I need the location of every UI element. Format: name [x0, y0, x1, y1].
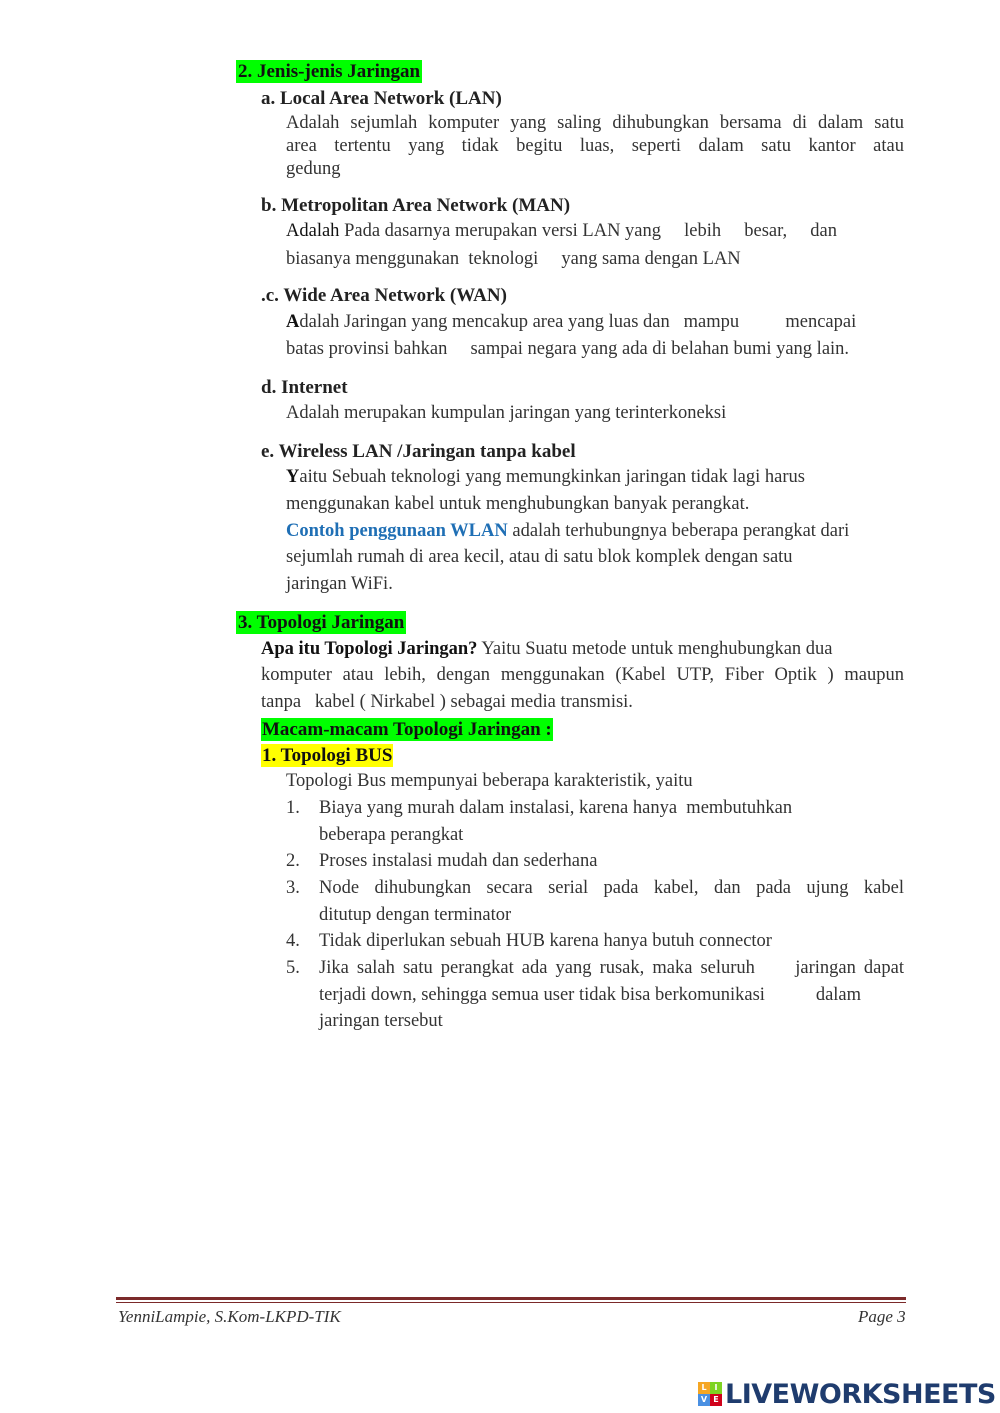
bus-point-1-num: 1. — [286, 798, 300, 818]
section-3-intro-line2: komputer atau lebih, dengan menggunakan (Kabel UTP, Fiber Optik ) maupun — [261, 665, 904, 685]
bus-point-4-line1: Tidak diperlukan sebuah HUB karena hanya butuh connector — [319, 931, 772, 951]
item-b-line2: biasanya menggunakan teknologi yang sama dengan LAN — [286, 249, 741, 269]
liveworksheets-wordmark: LIVEWORKSHEETS — [725, 1378, 996, 1410]
section-3-intro-line3: tanpa kabel ( Nirkabel ) sebagai media transmisi. — [261, 692, 633, 712]
liveworksheets-icon — [698, 1382, 722, 1406]
bus-point-5-line2: terjadi down, sehingga semua user tidak bisa berkomunikasi dalam — [319, 985, 862, 1005]
bus-point-5-line3: jaringan tersebut — [319, 1011, 443, 1031]
logo-letter-i: I — [710, 1382, 722, 1394]
bus-point-2-line1: Proses instalasi mudah dan sederhana — [319, 851, 598, 871]
item-a-line2: area tertentu yang tidak begitu luas, seperti dalam satu kantor atau — [286, 136, 904, 156]
wlan-example-label: Contoh penggunaan WLAN — [286, 521, 508, 541]
item-e-title: e. Wireless LAN /Jaringan tanpa kabel — [261, 441, 576, 462]
bus-point-3-line1: Node dihubungkan secara serial pada kabel, dan pada ujung kabel — [319, 878, 904, 898]
item-e-line5: jaringan WiFi. — [286, 574, 393, 594]
item-e-line1-rest: aitu Sebuah teknologi yang memungkinkan jaringan tidak lagi harus — [299, 467, 805, 487]
footer-author: YenniLampie, S.Kom-LKPD-TIK — [118, 1307, 341, 1326]
topologi-bus-intro: Topologi Bus mempunyai beberapa karakteristik, yaitu — [286, 771, 693, 791]
item-e-line1 — [286, 464, 805, 491]
item-d-title: d. Internet — [261, 377, 348, 398]
topologi-bus-title: 1. Topologi BUS — [262, 745, 393, 766]
item-e-line2: menggunakan kabel untuk menghubungkan banyak perangkat. — [286, 494, 750, 514]
section-3-title: 3. Topologi Jaringan — [238, 612, 405, 633]
footer-divider-thin — [116, 1302, 906, 1303]
item-e-line3-rest: adalah terhubungnya beberapa perangkat dari — [507, 521, 850, 541]
item-c-title: .c. Wide Area Network (WAN) — [261, 285, 507, 306]
item-c-line1-lead: A — [286, 312, 300, 332]
section-3-intro-line1 — [261, 636, 904, 663]
item-a-line3: gedung — [286, 159, 341, 179]
logo-letter-v: V — [698, 1394, 710, 1406]
section-3-intro-line1-rest: Yaitu Suatu metode untuk menghubungkan dua — [477, 639, 833, 659]
item-c-line2: batas provinsi bahkan sampai negara yang ada di belahan bumi yang lain. — [286, 339, 850, 359]
bus-point-1-line1: Biaya yang murah dalam instalasi, karena hanya membutuhkan — [319, 798, 793, 818]
bus-point-3-line2: ditutup dengan terminator — [319, 905, 512, 925]
item-b-title: b. Metropolitan Area Network (MAN) — [261, 195, 571, 216]
logo-letter-l: L — [698, 1382, 710, 1394]
logo-letter-e: E — [710, 1394, 722, 1406]
item-a-line1: Adalah sejumlah komputer yang saling dihubungkan bersama di dalam satu — [286, 113, 904, 133]
section-2-title: 2. Jenis-jenis Jaringan — [238, 61, 421, 82]
item-e-line3 — [286, 518, 849, 545]
item-d-line1: Adalah merupakan kumpulan jaringan yang terinterkoneksi — [286, 403, 727, 423]
item-b-line1 — [286, 218, 904, 245]
item-a-title: a. Local Area Network (LAN) — [261, 88, 502, 109]
section-3-intro-question: Apa itu Topologi Jaringan? — [261, 639, 478, 659]
item-b-line1-lead: Adalah — [286, 221, 340, 241]
item-c-line1 — [286, 309, 856, 336]
bus-point-3-num: 3. — [286, 878, 300, 898]
item-b-line1-rest: Pada dasarnya merupakan versi LAN yang lebih besar, dan — [344, 221, 838, 241]
liveworksheets-logo — [698, 1378, 996, 1410]
bus-point-1-line2: beberapa perangkat — [319, 825, 464, 845]
footer-divider-thick — [116, 1297, 906, 1300]
bus-point-5-line1: Jika salah satu perangkat ada yang rusak, maka seluruh jaringan dapat — [319, 958, 904, 978]
bus-point-4-num: 4. — [286, 931, 300, 951]
item-e-line1-lead: Y — [286, 467, 300, 487]
bus-point-2-num: 2. — [286, 851, 300, 871]
item-e-line4: sejumlah rumah di area kecil, atau di satu blok komplek dengan satu — [286, 547, 793, 567]
item-c-line1-rest: dalah Jaringan yang mencakup area yang luas dan mampu mencapai — [299, 312, 857, 332]
footer-page-number: Page 3 — [858, 1307, 906, 1326]
macam-topologi-title: Macam-macam Topologi Jaringan : — [262, 719, 552, 740]
bus-point-5-num: 5. — [286, 958, 300, 978]
